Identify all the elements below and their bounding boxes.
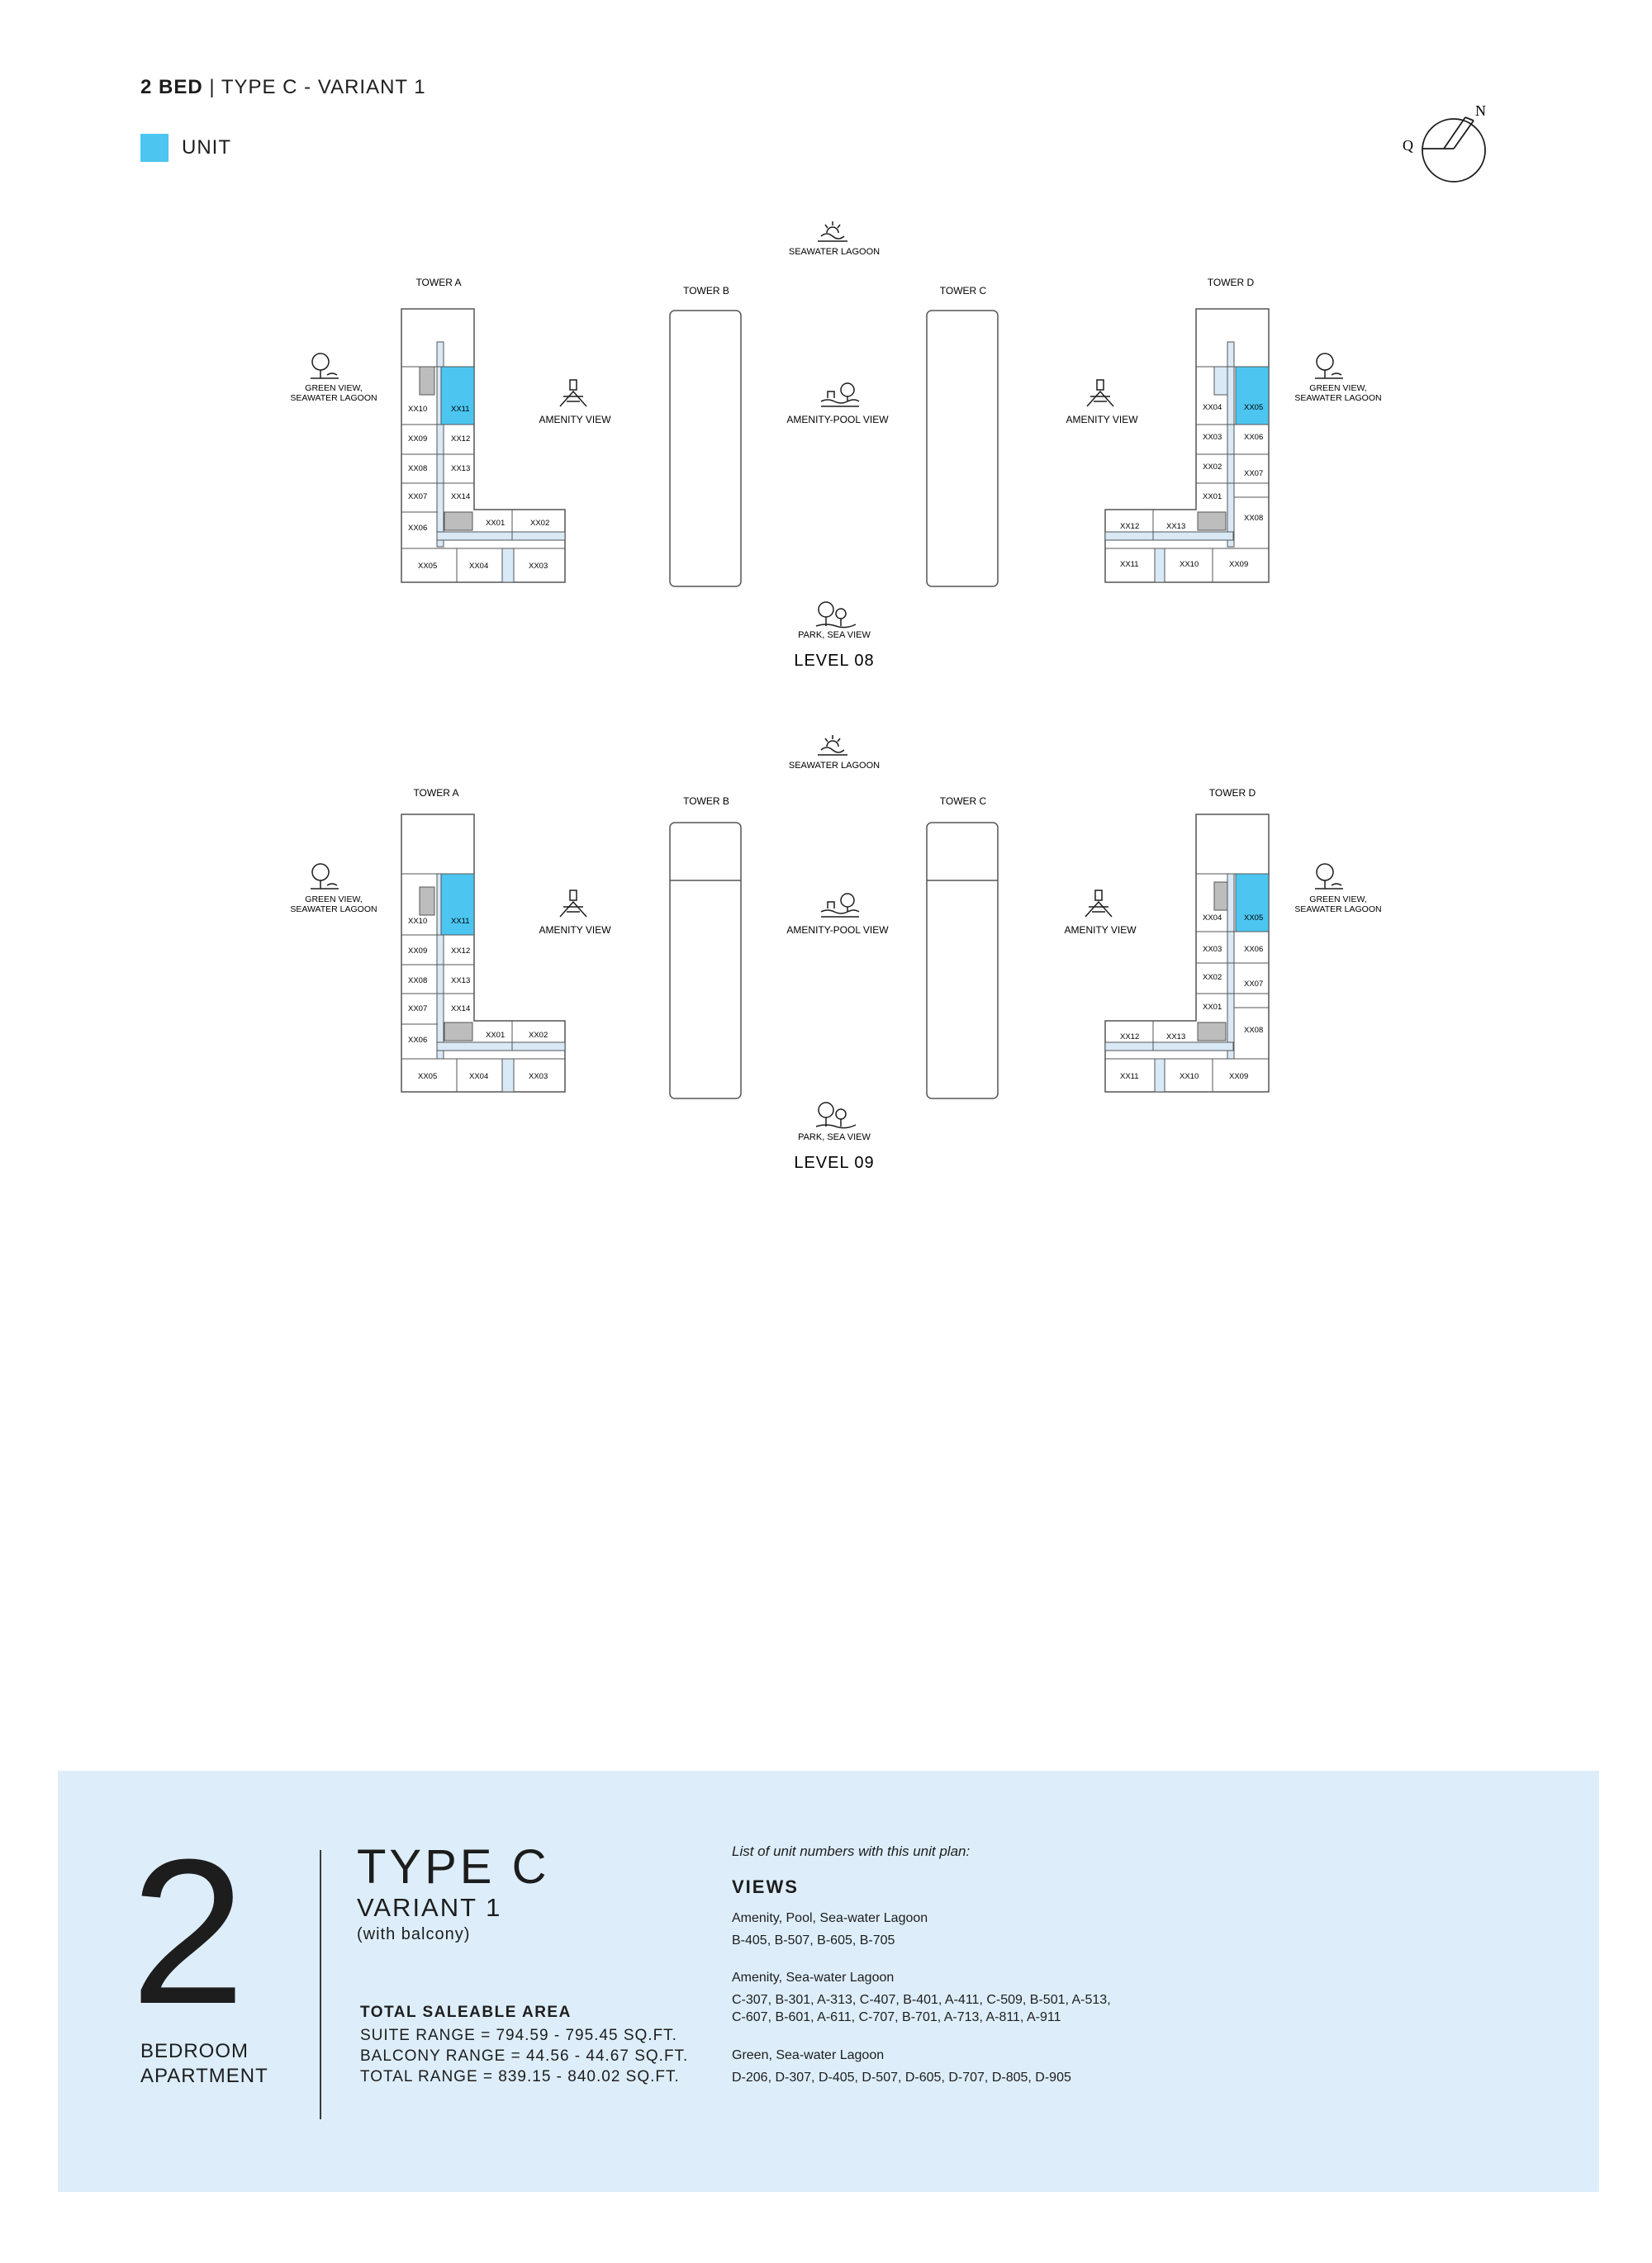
unit-label: XX13 [1166, 1032, 1186, 1041]
unit-label: XX08 [408, 464, 428, 473]
balcony-range: BALCONY RANGE = 44.56 - 44.67 SQ.FT. [360, 2047, 689, 2065]
amenity-icon [560, 890, 586, 917]
bedroom-apartment-label [140, 2039, 268, 2089]
park-icon [816, 1103, 856, 1128]
tower-c-label: TOWER C [939, 285, 987, 297]
unit-label: XX10 [1180, 560, 1199, 569]
unit-label: XX09 [1229, 1072, 1249, 1081]
tower-a-label: TOWER A [413, 787, 459, 799]
view-group-amenity-pool [732, 1910, 1194, 1949]
unit-label: XX07 [408, 1004, 428, 1013]
tower-d-label: TOWER D [1207, 277, 1255, 288]
unit-label: XX02 [1203, 463, 1222, 472]
tower-b-outline [670, 823, 741, 1098]
unit-label: XX02 [1203, 973, 1222, 982]
unit-list-intro: List of unit numbers with this unit plan: [732, 1843, 971, 1859]
title-separator: | [202, 76, 221, 98]
unit-label: XX07 [1244, 980, 1264, 989]
level-label: LEVEL 08 [794, 652, 875, 670]
type-title: TYPE C [357, 1840, 550, 1894]
unit-label: XX06 [408, 1036, 428, 1045]
unit-label: XX01 [486, 519, 506, 528]
view-group-units: C-607, B-601, A-611, C-707, B-701, A-713, A-811, A-911 [732, 2010, 1061, 2024]
amenity-left-label: AMENITY VIEW [539, 414, 611, 425]
unit-label: XX01 [1203, 1003, 1222, 1012]
divider [320, 1850, 321, 2119]
unit-label: XX04 [1203, 913, 1222, 923]
right-view-label: GREEN VIEW, SEAWATER LAGOON [1294, 894, 1382, 914]
unit-label: XX12 [451, 434, 471, 444]
unit-highlight-a [441, 367, 474, 425]
unit-label: XX13 [451, 464, 471, 473]
unit-label: XX07 [408, 492, 428, 501]
view-group-units: D-206, D-307, D-405, D-507, D-605, D-707, D-805, D-905 [732, 2071, 1071, 2085]
unit-label: XX06 [408, 524, 428, 533]
unit-label: XX07 [1244, 469, 1264, 478]
view-group-title: Green, Sea-water Lagoon [732, 2048, 885, 2062]
unit-label: XX01 [486, 1031, 506, 1040]
area-ranges [360, 2025, 688, 2087]
view-group-units: B-405, B-507, B-605, B-705 [732, 1933, 895, 1948]
green-icon [1315, 864, 1343, 889]
apartment-label: APARTMENT [140, 2065, 268, 2087]
bottom-view-label: PARK, SEA VIEW [798, 630, 871, 640]
legend-label: UNIT [182, 136, 231, 159]
unit-label: XX03 [1203, 433, 1222, 442]
area-heading: TOTAL SALEABLE AREA [360, 2004, 572, 2021]
suite-range: SUITE RANGE = 794.59 - 795.45 SQ.FT. [360, 2027, 677, 2044]
unit-label: XX03 [529, 1072, 548, 1081]
amenity-right-label: AMENITY VIEW [1064, 924, 1137, 936]
variant-title: VARIANT 1 [357, 1893, 502, 1922]
tower-d-plan [1105, 309, 1269, 582]
pool-icon [821, 894, 859, 917]
total-range: TOTAL RANGE = 839.15 - 840.02 SQ.FT. [360, 2068, 680, 2085]
tower-d-label: TOWER D [1208, 787, 1256, 799]
top-view-label: SEAWATER LAGOON [788, 761, 881, 771]
left-view-label: GREEN VIEW, SEAWATER LAGOON [290, 383, 377, 403]
unit-label: XX04 [469, 1072, 489, 1081]
amenity-icon [1087, 380, 1113, 406]
amenity-icon [560, 380, 586, 406]
unit-label: XX12 [451, 946, 471, 956]
unit-label: XX11 [451, 917, 470, 926]
amenity-left-label: AMENITY VIEW [539, 924, 611, 936]
unit-label: XX08 [1244, 1026, 1264, 1035]
tower-c-label: TOWER C [939, 795, 987, 807]
left-view-label: GREEN VIEW, SEAWATER LAGOON [290, 894, 377, 914]
amenity-icon [1085, 890, 1112, 917]
unit-label: XX05 [1244, 403, 1264, 412]
unit-label: XX06 [1244, 433, 1264, 442]
amenity-center-label: AMENITY-POOL VIEW [786, 924, 889, 936]
balcony-note: (with balcony) [357, 1925, 471, 1943]
unit-label: XX14 [451, 492, 471, 501]
tower-a-label: TOWER A [415, 277, 462, 288]
green-icon [1315, 353, 1343, 378]
unit-label: XX11 [1120, 560, 1139, 569]
unit-label: XX12 [1120, 1032, 1140, 1041]
unit-highlight-d [1236, 367, 1269, 425]
view-group-amenity-lagoon [732, 1969, 1194, 2026]
unit-label: XX04 [1203, 403, 1222, 412]
unit-label: XX12 [1120, 522, 1140, 531]
unit-label: XX09 [408, 434, 428, 444]
view-group-green-lagoon [732, 2047, 1194, 2086]
amenity-right-label: AMENITY VIEW [1066, 414, 1138, 425]
unit-label: XX08 [1244, 514, 1264, 523]
unit-label: XX10 [408, 405, 428, 414]
tower-b-outline [670, 311, 741, 586]
pool-icon [821, 383, 859, 406]
view-group-title: Amenity, Pool, Sea-water Lagoon [732, 1911, 928, 1925]
title-rest: TYPE C - VARIANT 1 [221, 76, 426, 98]
unit-label: XX10 [408, 917, 428, 926]
view-group-title: Amenity, Sea-water Lagoon [732, 1971, 895, 1985]
bedroom-count: 2 [131, 1816, 241, 2047]
park-icon [816, 602, 856, 628]
level-label: LEVEL 09 [794, 1154, 875, 1172]
unit-label: XX05 [418, 1072, 438, 1081]
unit-label: XX03 [1203, 945, 1222, 954]
unit-label: XX02 [530, 519, 550, 528]
tower-c-outline [927, 823, 998, 1098]
bedroom-label: BEDROOM [140, 2040, 249, 2062]
unit-label: XX04 [469, 562, 489, 571]
info-panel [58, 1771, 1599, 2192]
unit-label: XX03 [529, 562, 548, 571]
tower-b-label: TOWER B [683, 285, 729, 297]
unit-label: XX10 [1180, 1072, 1199, 1081]
tower-a-plan [401, 309, 565, 582]
unit-highlight-d [1236, 874, 1269, 932]
tower-b-label: TOWER B [683, 795, 729, 807]
green-icon [311, 353, 339, 378]
unit-label: XX09 [408, 946, 428, 956]
unit-label: XX09 [1229, 560, 1249, 569]
unit-label: XX01 [1203, 492, 1222, 501]
top-view-label: SEAWATER LAGOON [788, 247, 881, 257]
compass-north: N [1475, 102, 1486, 119]
title-bold: 2 BED [140, 76, 203, 98]
unit-label: XX06 [1244, 945, 1264, 954]
unit-label: XX05 [418, 562, 438, 571]
lagoon-icon [818, 221, 847, 241]
bottom-view-label: PARK, SEA VIEW [798, 1132, 871, 1142]
amenity-center-label: AMENITY-POOL VIEW [786, 414, 889, 425]
unit-label: XX08 [408, 976, 428, 985]
unit-label: XX13 [451, 976, 471, 985]
lagoon-icon [818, 735, 847, 755]
right-view-label: GREEN VIEW, SEAWATER LAGOON [1294, 383, 1382, 403]
views-heading: VIEWS [732, 1876, 799, 1897]
tower-c-outline [927, 311, 998, 586]
unit-label: XX14 [451, 1004, 471, 1013]
unit-label: XX11 [1120, 1072, 1139, 1081]
unit-label: XX02 [529, 1031, 548, 1040]
green-icon [311, 864, 339, 889]
unit-label: XX11 [451, 405, 470, 414]
view-group-units: C-307, B-301, A-313, C-407, B-401, A-411, C-509, B-501, A-513, [732, 1993, 1111, 2007]
level-09-plan [290, 735, 1381, 1172]
unit-label: XX05 [1244, 913, 1264, 923]
unit-label: XX13 [1166, 522, 1186, 531]
level-08-plan [290, 221, 1381, 670]
compass-mark: Q [1403, 137, 1413, 154]
